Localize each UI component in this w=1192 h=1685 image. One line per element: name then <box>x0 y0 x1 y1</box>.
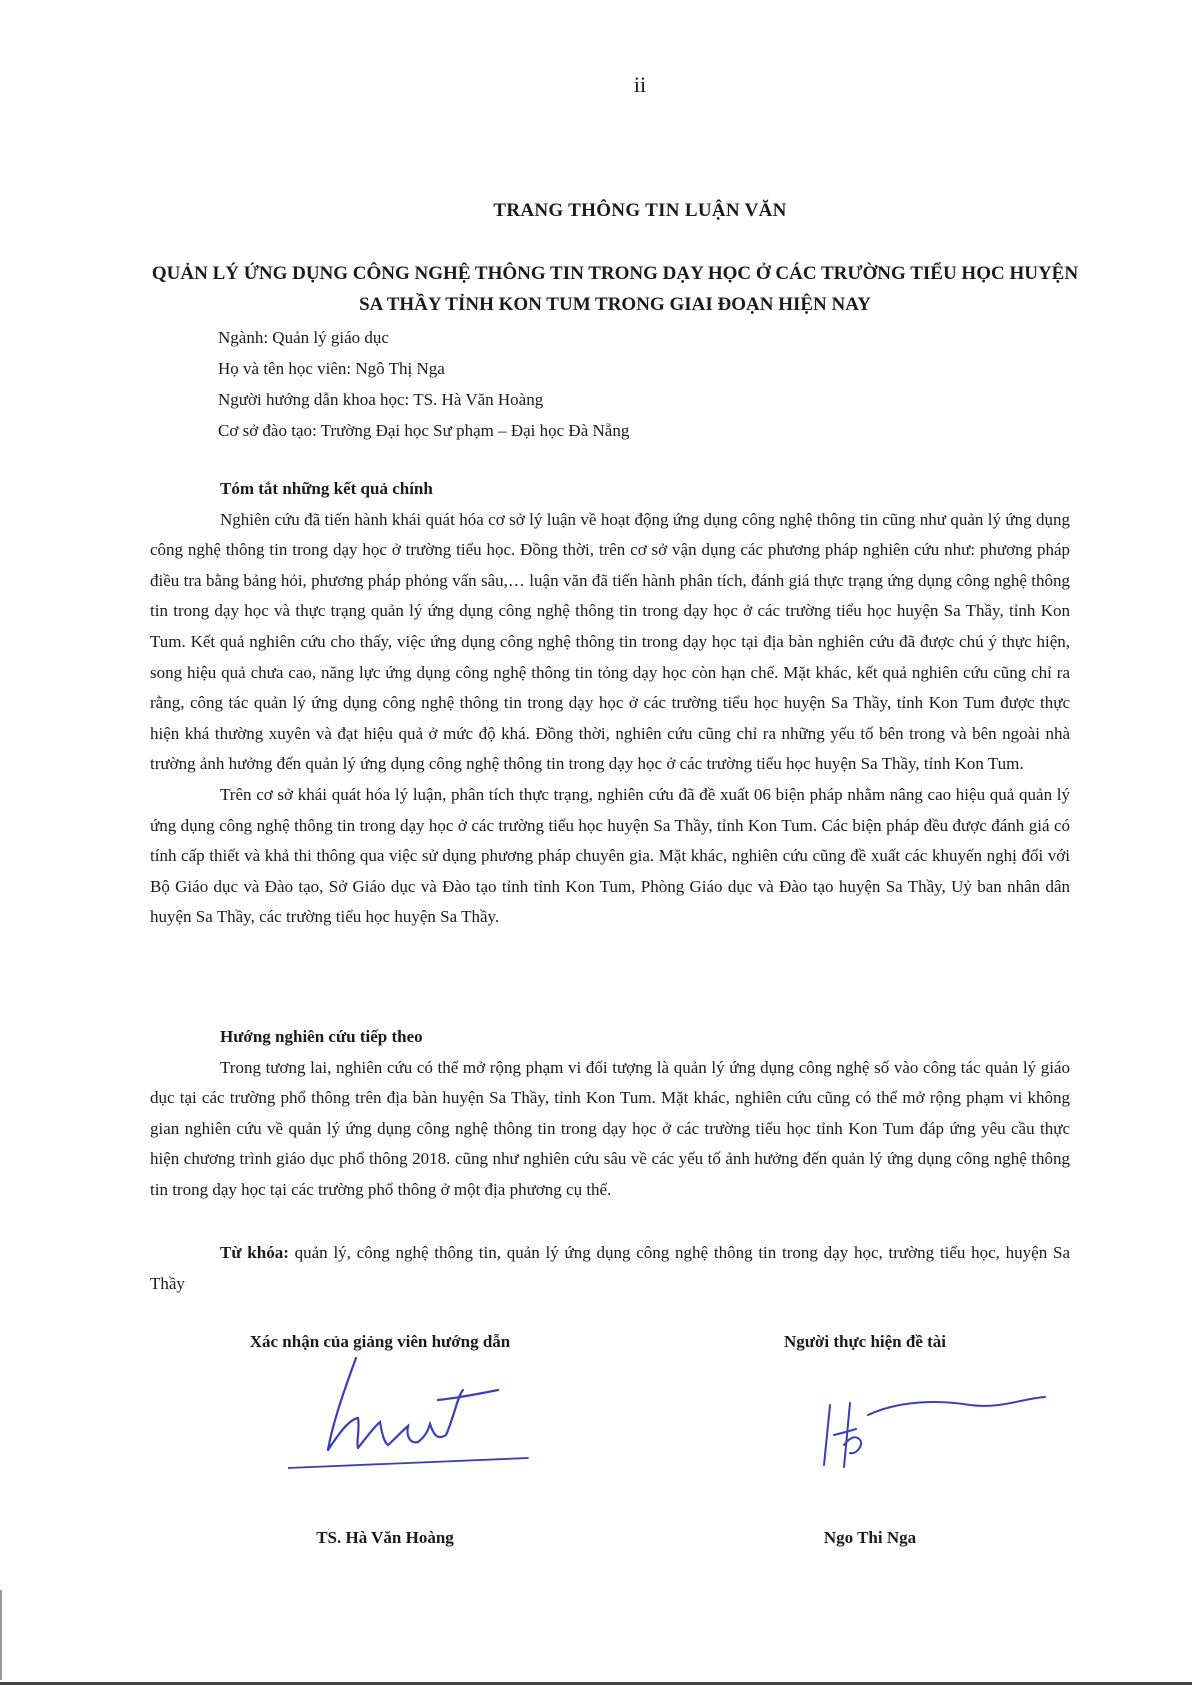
advisor-signature <box>288 1350 548 1470</box>
future-heading: Hướng nghiên cứu tiếp theo <box>220 1027 423 1046</box>
thesis-title: QUẢN LÝ ỨNG DỤNG CÔNG NGHỆ THÔNG TIN TRONG DẠY HỌC Ở CÁC TRƯỜNG TIỂU HỌC HUYỆN SA THẦY TỈNH KON TUM TRONG GIAI ĐOẠN HIỆN NAY <box>151 263 1079 315</box>
major-line: Ngành: Quản lý giáo dục <box>218 328 389 347</box>
author-caption: Người thực hiện đề tài <box>783 1332 947 1351</box>
future-research-section <box>150 1022 1070 1206</box>
scan-edge-mark <box>0 1590 2 1680</box>
student-line: Họ và tên học viên: Ngô Thị Nga <box>218 359 445 378</box>
advisor-line: Người hướng dẫn khoa học: TS. Hà Văn Hoàng <box>218 390 544 409</box>
institution-line: Cơ sở đào tạo: Trường Đại học Sư phạm – Đại học Đà Nẵng <box>218 421 630 440</box>
keywords-text: quản lý, công nghệ thông tin, quản lý ứng dụng công nghệ thông tin trong dạy học, trường tiểu học, huyện Sa Thầy <box>150 1243 1070 1293</box>
keywords-label: Từ khóa: <box>220 1243 289 1262</box>
summary-paragraph-2: Trên cơ sở khái quát hóa lý luận, phân tích thực trạng, nghiên cứu đã đề xuất 06 biện pháp nhằm nâng cao hiệu quả quản lý ứng dụng công nghệ thông tin trong dạy học ở các trường tiểu học huyện Sa Thầy, tỉnh Kon Tum. Các biện pháp đều được đánh giá có tính cấp thiết và khả thi thông qua việc sử dụng phương pháp chuyên gia. Mặt khác, nghiên cứu cũng đề xuất các khuyến nghị đối với Bộ Giáo dục và Đào tạo, Sở Giáo dục và Đào tạo tỉnh tỉnh Kon Tum, Phòng Giáo dục và Đào tạo huyện Sa Thầy, Uỷ ban nhân dân huyện Sa Thầy, các trường tiểu học huyện Sa Thầy. <box>150 784 1070 927</box>
page-number: ii <box>633 72 647 97</box>
summary-paragraph-1: Nghiên cứu đã tiến hành khái quát hóa cơ sở lý luận về hoạt động ứng dụng công nghệ thông tin cũng như quản lý ứng dụng công nghệ thông tin trong dạy học ở trường tiểu học. Đồng thời, trên cơ sở vận dụng các phương pháp nghiên cứu như: phương pháp điều tra bằng bảng hỏi, phương pháp phỏng vấn sâu,… luận văn đã tiến hành phân tích, đánh giá thực trạng ứng dụng công nghệ thông tin trong dạy học và thực trạng quản lý ứng dụng công nghệ thông tin trong dạy học ở các trường tiểu học huyện Sa Thầy, tỉnh Kon Tum. Kết quả nghiên cứu cho thấy, việc ứng dụng công nghệ thông tin trong dạy học tại địa bàn nghiên cứu đã được chú ý thực hiện, song hiệu quả chưa cao, năng lực ứng dụng công nghệ thông tin tỏng dạy học còn hạn chế. Mặt khác, kết quả nghiên cứu cũng chỉ ra rằng, công tác quản lý ứng dụng công nghệ thông tin trong dạy học ở các trường tiểu học huyện Sa Thầy, tỉnh Kon Tum được thực hiện khá thường xuyên và đạt hiệu quả ở mức độ khá. Đồng thời, nghiên cứu cũng chỉ ra những yếu tố bên trong và bên ngoài nhà trường ảnh hưởng đến quản lý ứng dụng công nghệ thông tin trong dạy học ở các trường tiểu học huyện Sa Thầy, tỉnh Kon Tum. <box>150 509 1070 774</box>
summary-heading: Tóm tắt những kết quả chính <box>220 479 433 498</box>
author-signature <box>820 1395 1050 1475</box>
document-title: TRANG THÔNG TIN LUẬN VĂN <box>493 200 787 221</box>
author-signature-stroke <box>824 1397 1045 1467</box>
advisor-signature-underline <box>288 1458 528 1468</box>
author-name: Ngo Thi Nga <box>823 1528 917 1547</box>
advisor-name: TS. Hà Văn Hoàng <box>316 1528 454 1547</box>
future-paragraph: Trong tương lai, nghiên cứu có thể mở rộng phạm vi đối tượng là quản lý ứng dụng công nghệ số vào công tác quản lý giáo dục tại các trường phổ thông trên địa bàn huyện Sa Thầy, tỉnh Kon Tum. Mặt khác, nghiên cứu cũng có thể mở rộng phạm vi không gian nghiên cứu về quản lý ứng dụng công nghệ thông tin trong dạy học ở các trường tiểu học tỉnh Kon Tum đáp ứng yêu cầu thực hiện chương trình giáo dục phổ thông 2018. cũng như nghiên cứu sâu về các yếu tố ảnh hưởng đến quản lý ứng dụng công nghệ thông tin trong dạy học tại các trường phổ thông ở một địa phương cụ thể. <box>150 1057 1070 1199</box>
keywords-section <box>150 1238 1070 1299</box>
keywords-paragraph <box>150 1238 1070 1299</box>
advisor-confirmation-caption: Xác nhận của giảng viên hướng dẫn <box>249 1332 511 1351</box>
summary-section <box>150 474 1070 933</box>
thesis-metadata <box>218 322 1038 446</box>
advisor-signature-stroke <box>328 1358 498 1450</box>
